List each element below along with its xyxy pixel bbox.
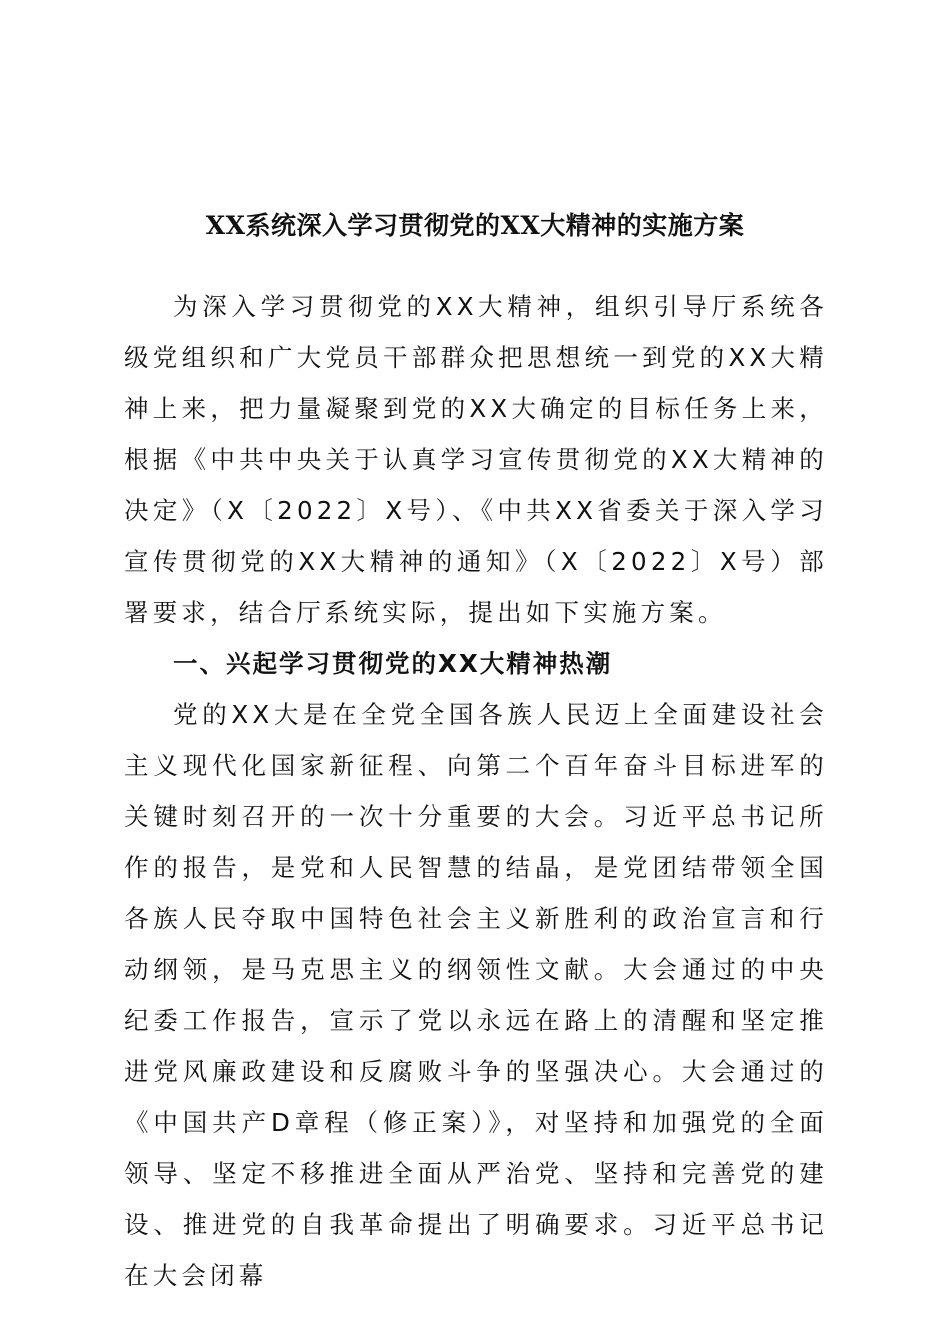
section-paragraph: 党的XX大是在全党全国各族人民迈上全面建设社会主义现代化国家新征程、向第二个百年奋斗目标进军的关键时刻召开的一次十分重要的大会。习近平总书记所作的报告，是党和人民智慧的结晶，是党团结带领全国各族人民夺取中国特色社会主义新胜利的政治宣言和行动纲领，是马克思主义的纲领性文献。大会通过的中央纪委工作报告，宣示了党以永远在路上的清醒和坚定推进党风廉政建设和反腐败斗争的坚强决心。大会通过的《中国共产D章程（修正案）》，对坚持和加强党的全面领导、坚定不移推进全面从严治党、坚持和完善党的建设、推进党的自我革命提出了明确要求。习近平总书记在大会闭幕 [124, 700, 828, 1290]
document-title: XX系统深入学习贯彻党的XX大精神的实施方案 [205, 211, 745, 240]
intro-paragraph: 为深入学习贯彻党的XX大精神，组织引导厅系统各级党组织和广大党员干部群众把思想统一到党的XX大精神上来，把力量凝聚到党的XX大确定的目标任务上来，根据《中共中央关于认真学习宣传贯彻党的XX大精神的决定》（X〔2022〕X号）、《中共XX省委关于深入学习宣传贯彻党的XX大精神的通知》（X〔2022〕X号）部署要求，结合厅系统实际，提出如下实施方案。 [124, 292, 828, 627]
document-body [124, 281, 828, 1301]
section-heading: 一、兴起学习贯彻党的XX大精神热潮 [173, 649, 613, 678]
